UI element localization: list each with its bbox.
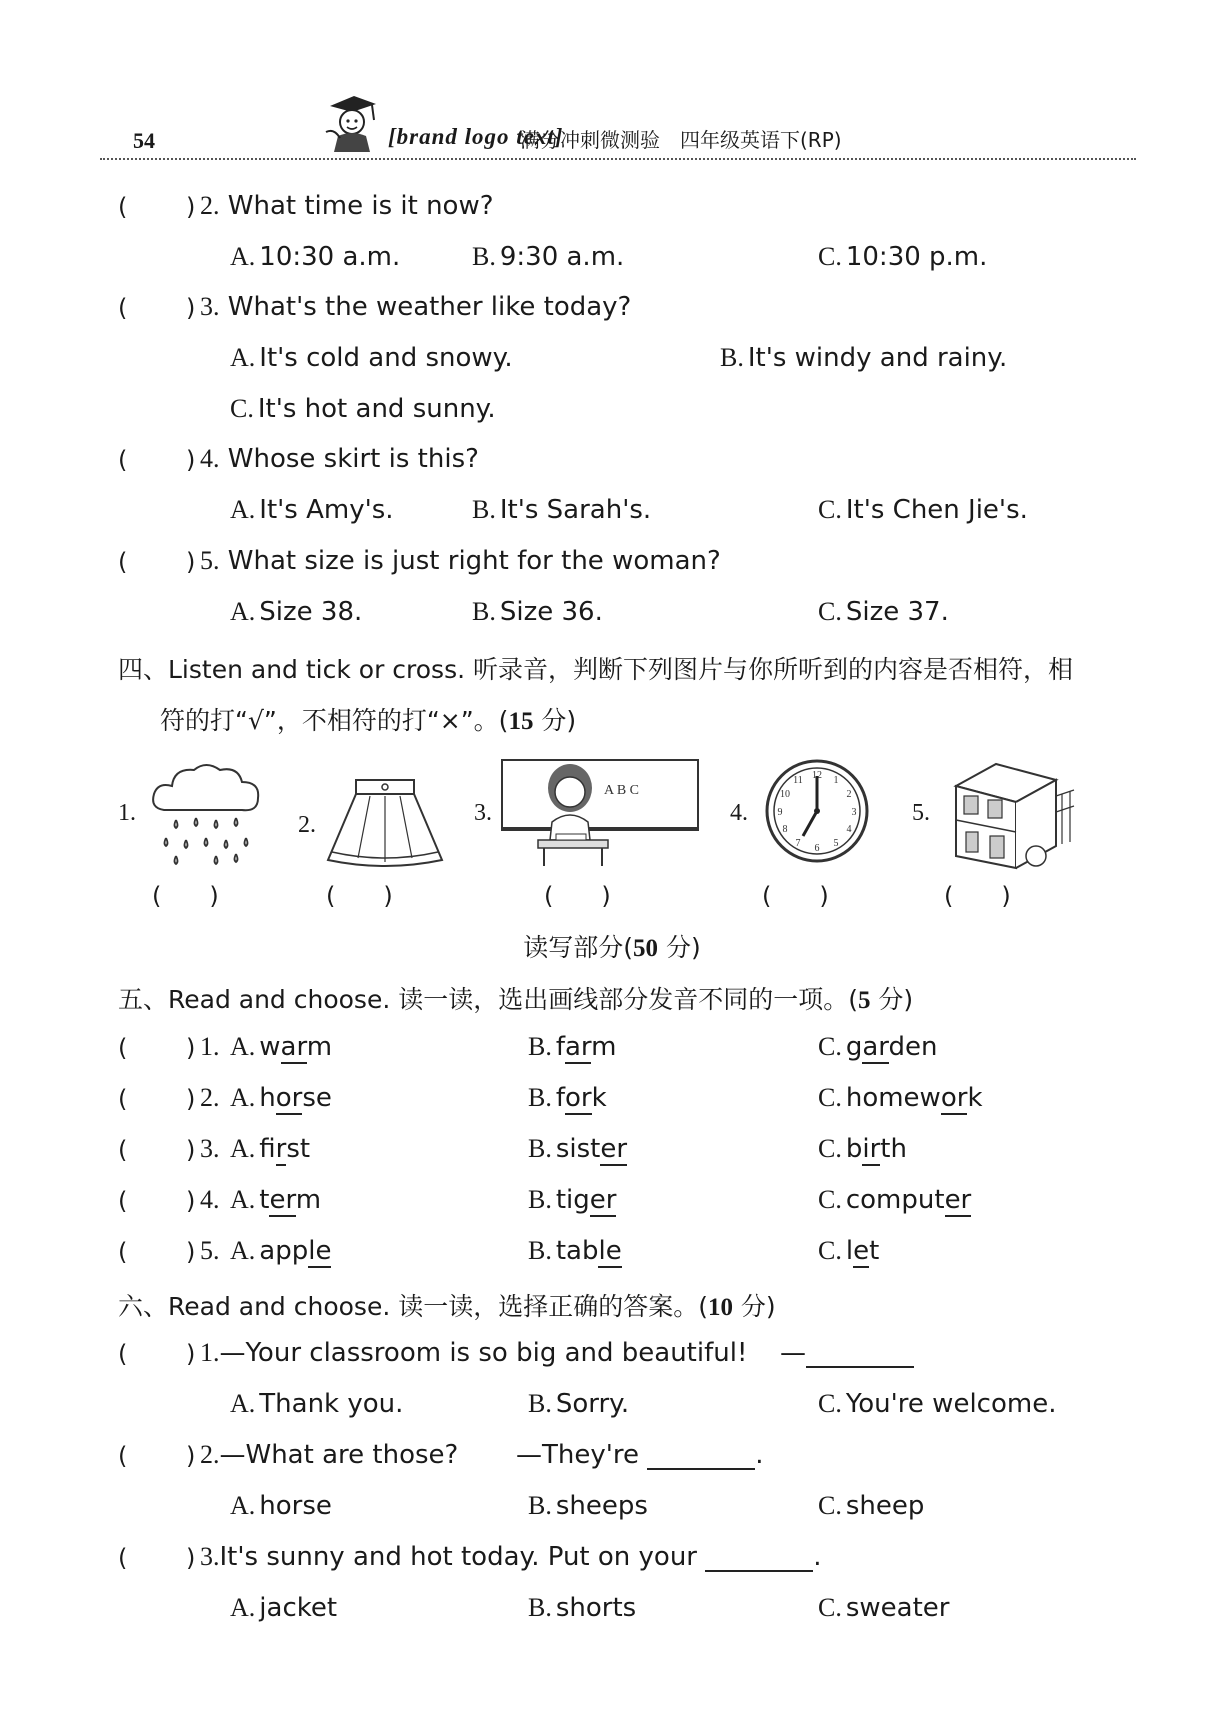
- picture-label: 5.: [912, 800, 930, 826]
- mascot-icon: [320, 92, 382, 154]
- svg-text:3: 3: [851, 807, 857, 818]
- option-c: C. sweater: [818, 1593, 950, 1623]
- option-a: A. first: [230, 1134, 311, 1164]
- svg-text:12: 12: [812, 770, 822, 781]
- reply-line: —: [780, 1338, 914, 1368]
- girl-at-desk-icon: [500, 758, 700, 868]
- answer-paren-close: ): [186, 1442, 196, 1470]
- section-4-subtitle: 符的打“√”，不相符的打“×”。(15 分): [160, 706, 577, 735]
- question-text: Whose skirt is this?: [227, 444, 479, 474]
- answer-paren-close: ): [186, 548, 196, 576]
- answer-paren-close: ): [186, 1544, 196, 1572]
- option-a: A. 10:30 a.m.: [230, 242, 401, 272]
- option-a: A. Thank you.: [230, 1389, 404, 1419]
- option-b: B. tiger: [528, 1185, 617, 1215]
- skirt-icon: [320, 776, 450, 876]
- question-number: 3.: [200, 1134, 220, 1163]
- option-c: C. Size 37.: [818, 597, 949, 627]
- question-text: What size is just right for the woman?: [227, 546, 721, 576]
- option-c: C. garden: [818, 1032, 938, 1062]
- question-number: 2: [200, 191, 213, 220]
- option-c: C. 10:30 p.m.: [818, 242, 988, 272]
- answer-paren-open: (: [118, 548, 128, 576]
- question-text: What's the weather like today?: [227, 292, 632, 322]
- page-header: [0, 0, 1224, 160]
- picture-label: 1.: [118, 800, 136, 826]
- question-line: 1.—Your classroom is so big and beautiful!: [200, 1338, 748, 1368]
- answer-paren-close: ): [186, 1136, 196, 1164]
- option-b: B. It's windy and rainy.: [720, 343, 1008, 373]
- question-number: 3: [200, 292, 213, 321]
- svg-text:5: 5: [833, 838, 839, 849]
- section-5-title: 五、Read and choose. 读一读，选出画线部分发音不同的一项。(5 分): [118, 985, 914, 1014]
- answer-paren-open: (: [118, 1544, 128, 1572]
- option-b: B. Sorry.: [528, 1389, 630, 1419]
- option-b: B. fork: [528, 1083, 607, 1113]
- svg-text:10: 10: [780, 789, 790, 800]
- question-line: 5. What size is just right for the woman?: [200, 546, 721, 576]
- option-c: C. It's hot and sunny.: [230, 394, 496, 424]
- clock-icon: [762, 756, 872, 866]
- reading-writing-title: 读写部分(50 分): [523, 933, 701, 962]
- option-a: A. Size 38.: [230, 597, 363, 627]
- page-number: 54: [133, 128, 155, 153]
- answer-paren-close: ): [186, 1340, 196, 1368]
- rain-cloud-icon: [146, 758, 266, 868]
- answer-paren-close: ): [186, 1085, 196, 1113]
- answer-paren-open: (: [118, 294, 128, 322]
- option-a: A. horse: [230, 1491, 332, 1521]
- option-c: C. let: [818, 1236, 880, 1266]
- option-b: B. It's Sarah's.: [472, 495, 652, 525]
- option-c: C. sheep: [818, 1491, 925, 1521]
- svg-text:7: 7: [795, 838, 801, 849]
- question-line: 3.It's sunny and hot today. Put on your .: [200, 1542, 822, 1572]
- option-a: A. term: [230, 1185, 322, 1215]
- option-a: A. apple: [230, 1236, 332, 1266]
- answer-paren: ( ): [762, 882, 829, 910]
- section-6-title: 六、Read and choose. 读一读，选择正确的答案。(10 分): [118, 1292, 776, 1321]
- answer-paren: ( ): [326, 882, 393, 910]
- option-a: A. It's cold and snowy.: [230, 343, 513, 373]
- header-title: 满分冲刺微测验 四年级英语下(RP): [520, 128, 842, 152]
- svg-text:2: 2: [846, 789, 852, 800]
- answer-paren-open: (: [118, 193, 128, 221]
- question-text: —What are those?: [219, 1440, 459, 1470]
- option-a: A. warm: [230, 1032, 333, 1062]
- question-text: What time is it now?: [227, 191, 494, 221]
- option-b: B. 9:30 a.m.: [472, 242, 625, 272]
- answer-blank: [705, 1546, 813, 1572]
- answer-paren-close: ): [186, 294, 196, 322]
- option-c: C. It's Chen Jie's.: [818, 495, 1028, 525]
- question-text: —Your classroom is so big and beautiful!: [219, 1338, 748, 1368]
- answer-paren-open: (: [118, 1187, 128, 1215]
- answer-paren: ( ): [152, 882, 219, 910]
- option-c: C. homework: [818, 1083, 983, 1113]
- question-number: 2.: [200, 1083, 220, 1112]
- answer-paren-open: (: [118, 446, 128, 474]
- picture-label: 4.: [730, 800, 748, 826]
- brand-logo: [brand logo text]: [388, 124, 564, 149]
- answer-paren-open: (: [118, 1085, 128, 1113]
- option-b: B. Size 36.: [472, 597, 603, 627]
- option-b: B. farm: [528, 1032, 617, 1062]
- question-text: It's sunny and hot today. Put on your: [219, 1542, 697, 1572]
- answer-paren-close: ): [186, 1187, 196, 1215]
- board-text: A B C: [604, 783, 640, 798]
- question-line: 2. What time is it now?: [200, 191, 494, 221]
- svg-text:4: 4: [846, 824, 852, 835]
- question-number: 1.: [200, 1032, 220, 1061]
- answer-paren-close: ): [186, 1034, 196, 1062]
- option-b: B. shorts: [528, 1593, 637, 1623]
- section-4-title: 四、Listen and tick or cross. 听录音，判断下列图片与你所听到的内容是否相符，相: [118, 655, 1074, 684]
- reply-line: —They're .: [516, 1440, 764, 1470]
- answer-paren-close: ): [186, 1238, 196, 1266]
- picture-label: 3.: [474, 800, 492, 826]
- question-number: 4: [200, 444, 213, 473]
- question-number: 5.: [200, 1236, 220, 1265]
- header-divider: [100, 158, 1136, 160]
- svg-text:9: 9: [777, 807, 783, 818]
- option-c: C. birth: [818, 1134, 907, 1164]
- option-b: B. table: [528, 1236, 622, 1266]
- svg-text:6: 6: [814, 843, 820, 854]
- answer-blank: [806, 1342, 914, 1368]
- option-c: C. computer: [818, 1185, 972, 1215]
- option-b: B. sister: [528, 1134, 628, 1164]
- answer-paren-close: ): [186, 446, 196, 474]
- option-b: B. sheeps: [528, 1491, 648, 1521]
- question-number: 5: [200, 546, 213, 575]
- question-line: 3. What's the weather like today?: [200, 292, 632, 322]
- answer-paren: ( ): [544, 882, 611, 910]
- answer-paren-open: (: [118, 1238, 128, 1266]
- house-icon: [936, 756, 1076, 872]
- option-a: A. jacket: [230, 1593, 338, 1623]
- svg-text:11: 11: [793, 775, 803, 786]
- answer-paren-close: ): [186, 193, 196, 221]
- answer-paren: ( ): [944, 882, 1011, 910]
- answer-paren-open: (: [118, 1034, 128, 1062]
- option-a: A. horse: [230, 1083, 332, 1113]
- option-c: C. You're welcome.: [818, 1389, 1057, 1419]
- question-number: 4.: [200, 1185, 220, 1214]
- question-line: 4. Whose skirt is this?: [200, 444, 479, 474]
- svg-text:1: 1: [833, 775, 839, 786]
- answer-paren-open: (: [118, 1136, 128, 1164]
- option-a: A. It's Amy's.: [230, 495, 394, 525]
- answer-paren-open: (: [118, 1340, 128, 1368]
- question-line: 2.—What are those?: [200, 1440, 459, 1470]
- answer-paren-open: (: [118, 1442, 128, 1470]
- answer-blank: [647, 1444, 755, 1470]
- svg-text:8: 8: [782, 824, 788, 835]
- picture-label: 2.: [298, 812, 316, 838]
